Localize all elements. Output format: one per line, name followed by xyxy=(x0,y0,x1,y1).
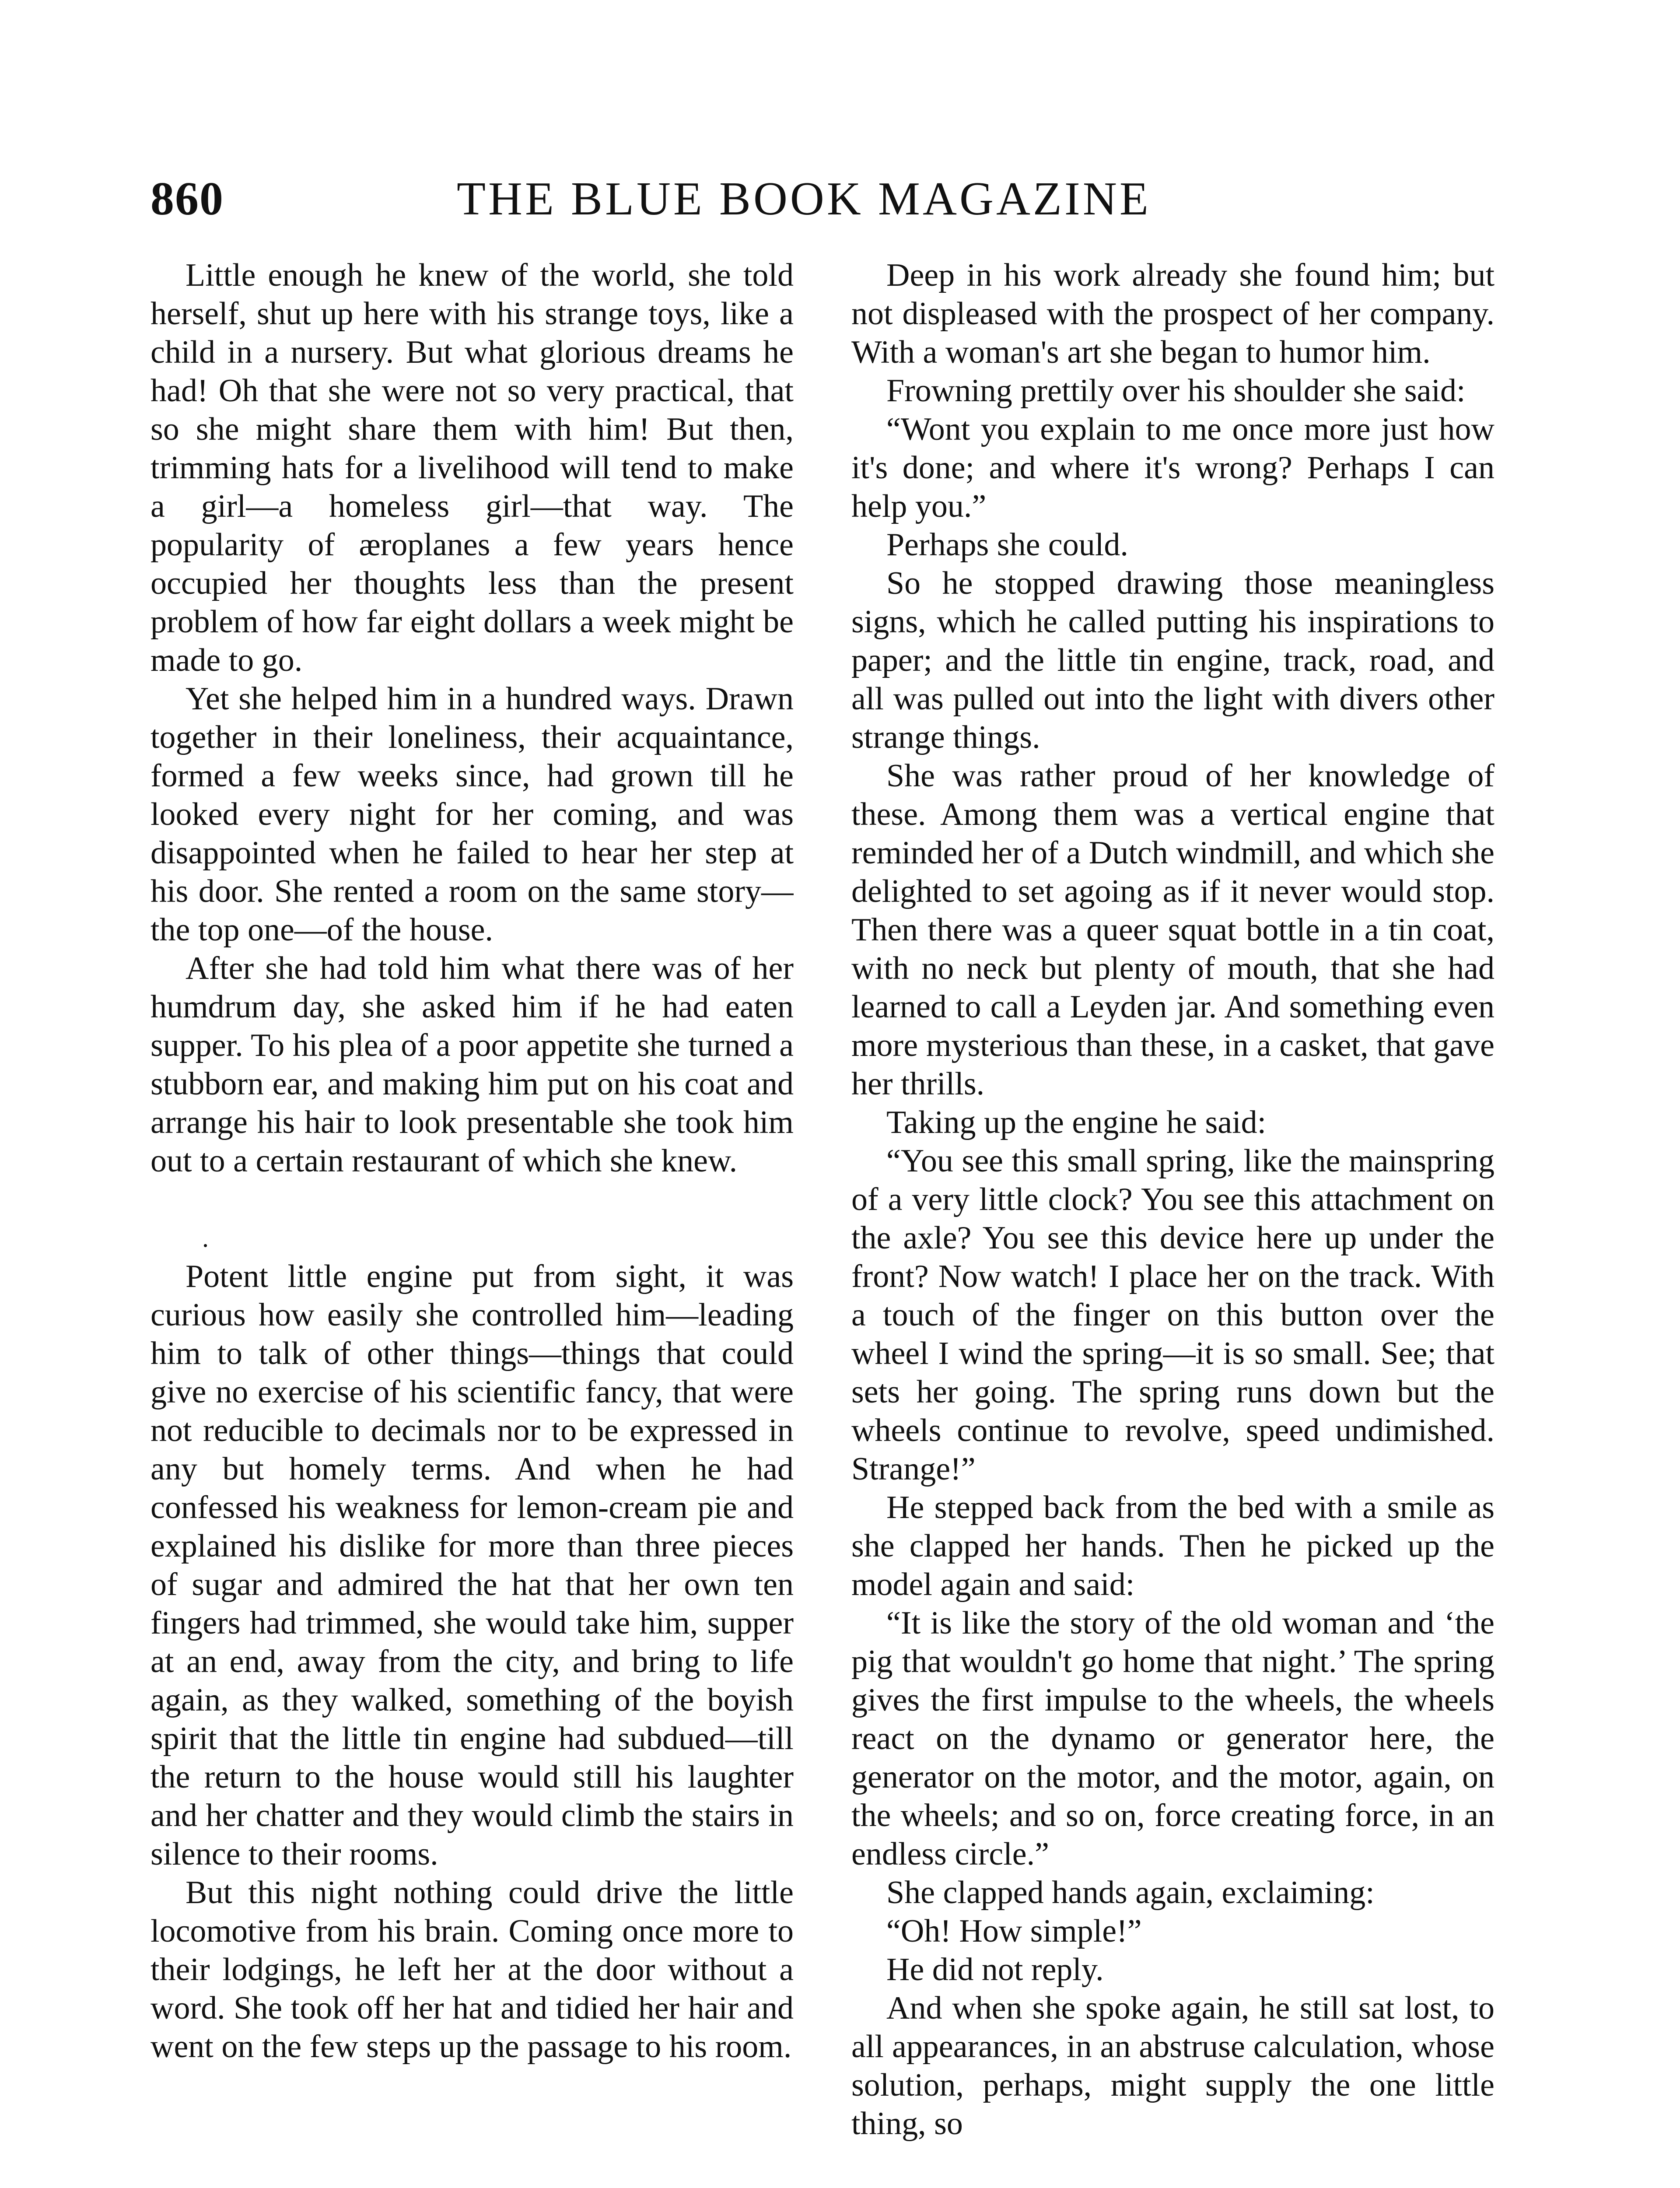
left-column xyxy=(150,256,794,2188)
paragraph: “It is like the story of the old woman and ‘the pig that wouldn't go home that night.’ The spring gives the first impulse to the wheels, the wheels react on the dynamo or generator here, the generator on the motor, and the motor, again, on the wheels; and so on, force creating force, in an endless circle.” xyxy=(851,1605,1494,1872)
paragraph: Little enough he knew of the world, she told herself, shut up here with his strange toys, like a child in a nursery. But what glorious dreams he had! Oh that she were not so very practical, that so she might share them with him! But then, trimming hats for a livelihood will tend to make a girl—a homeless girl—that way. The popularity of æroplanes a few years hence occupied her thoughts less than the present problem of how far eight dollars a week might be made to go. xyxy=(150,257,794,678)
paragraph: And when she spoke again, he still sat lost, to all appearances, in an abstruse calculation, whose solution, perhaps, might supply the one little thing, so xyxy=(851,1990,1494,2142)
paragraph: She clapped hands again, exclaiming: xyxy=(886,1875,1375,1911)
paragraph: “Wont you explain to me once more just how it's done; and where it's wrong? Perhaps I can help you.” xyxy=(851,411,1494,524)
paragraph: Yet she helped him in a hundred ways. Drawn together in their loneliness, their acquaintance, formed a few weeks since, had grown till he looked every night for her coming, and was disappointed when he failed to hear her step at his door. She rented a room on the same story—the top one—of the house. xyxy=(150,681,794,948)
paragraph: But this night nothing could drive the little locomotive from his brain. Coming once more to their lodgings, he left her at the door without a word. She took off her hat and tidied her hair and went on the few steps up the passage to his room. xyxy=(150,1875,794,2065)
paragraph: Perhaps she could. xyxy=(886,527,1128,563)
paragraph: Frowning prettily over his shoulder she said: xyxy=(886,373,1466,409)
running-title: THE BLUE BOOK MAGAZINE xyxy=(457,173,1151,225)
paragraph: He stepped back from the bed with a smile as she clapped her hands. Then he picked up the model again and said: xyxy=(851,1490,1494,1602)
paragraph: After she had told him what there was of her humdrum day, she asked him if he had eaten supper. To his plea of a poor appetite she turned a stubborn ear, and making him put on his coat and arrange his hair to look presentable she took him out to a certain restaurant of which she knew. xyxy=(150,950,794,1179)
section-break xyxy=(150,1180,794,1257)
section-break-dot: . xyxy=(202,1224,209,1252)
paragraph: Potent little engine put from sight, it was curious how easily she controlled him—leading him to talk of other things—things that could give no exercise of his scientific fancy, that were not reducible to decimals nor to be expressed in any but homely terms. And when he had confessed his weakness for lemon-cream pie and explained his dislike for more than three pieces of sugar and admired the hat that her own ten fingers had trimmed, she would take him, supper at an end, away from the city, and bring to life again, as they walked, something of the boyish spirit that the little tin engine had subdued—till the return to the house would still his laughter and her chatter and they would climb the stairs in silence to their rooms. xyxy=(150,1259,794,1872)
paragraph: He did not reply. xyxy=(886,1952,1104,1988)
paragraph: “Oh! How simple!” xyxy=(886,1913,1142,1949)
paragraph: She was rather proud of her knowledge of these. Among them was a vertical engine that reminded her of a Dutch windmill, and which she delighted to set agoing as if it never would stop. Then there was a queer squat bottle in a tin coat, with no neck but plenty of mouth, that she had learned to call a Leyden jar. And something even more mysterious than these, in a casket, that gave her thrills. xyxy=(851,758,1494,1102)
paragraph: Taking up the engine he said: xyxy=(886,1105,1267,1140)
page-header xyxy=(150,166,1209,241)
paragraph: Deep in his work already she found him; but not displeased with the prospect of her company. With a woman's art she began to humor him. xyxy=(851,257,1494,370)
right-column xyxy=(851,256,1494,2188)
page-number: 860 xyxy=(150,173,224,225)
paragraph: So he stopped drawing those meaningless signs, which he called putting his inspirations to paper; and the little tin engine, track, road, and all was pulled out into the light with divers other strange things. xyxy=(851,565,1494,755)
paragraph: “You see this small spring, like the mainspring of a very little clock? You see this attachment on the axle? You see this device here up under the front? Now watch! I place her on the track. With a touch of the finger on this button over the wheel I wind the spring—it is so small. See; that sets her going. The spring runs down but the wheels continue to revolve, speed undimished. Strange!” xyxy=(851,1143,1494,1487)
